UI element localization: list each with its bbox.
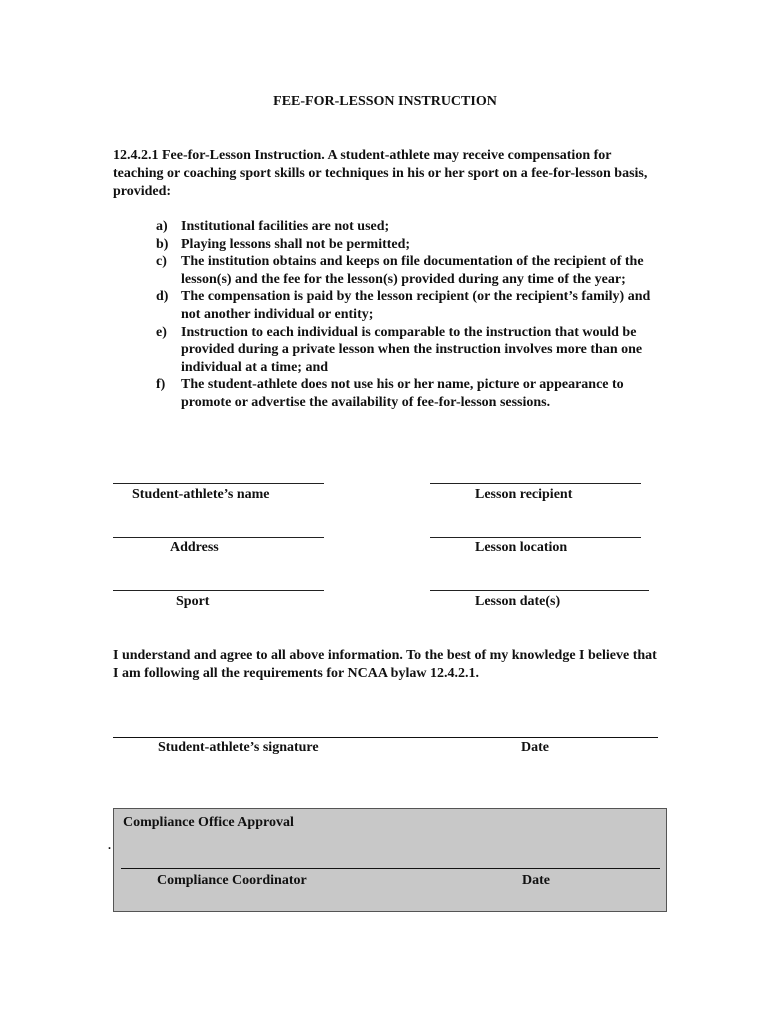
condition-text: Instruction to each individual is comparable to the instruction that would be provided during a private lesson when the instruction involves more than one individual at a time; and [181,324,643,375]
lesson-location-label: Lesson location [475,540,568,555]
lesson-recipient-label: Lesson recipient [475,487,573,502]
athlete-name-blank[interactable] [113,483,324,484]
condition-marker: c) [156,254,167,270]
agreement-statement: I understand and agree to all above information. To the best of my knowledge I believe that I am following all the requirements for NCAA bylaw 12.4.2.1. [113,648,657,681]
coordinator-date-label: Date [522,873,550,888]
lesson-dates-blank[interactable] [430,590,649,591]
coordinator-label: Compliance Coordinator [157,873,307,888]
lesson-location-blank[interactable] [430,537,641,538]
condition-marker: f) [156,377,166,393]
address-label: Address [170,540,219,555]
condition-item [156,376,666,411]
address-blank[interactable] [113,537,324,538]
coordinator-signature-line[interactable] [121,868,660,869]
condition-text: The student-athlete does not use his or her name, picture or appearance to promote or advertise the availability of fee-for-lesson sessions. [181,377,624,410]
condition-item [156,324,666,377]
athlete-signature-line[interactable] [113,737,658,738]
condition-text: Institutional facilities are not used; [181,219,390,234]
condition-item [156,218,666,236]
condition-marker: d) [156,289,169,305]
page-title: FEE-FOR-LESSON INSTRUCTION [273,94,497,109]
condition-marker: a) [156,219,168,234]
bylaw-intro: 12.4.2.1 Fee-for-Lesson Instruction. A student-athlete may receive compensation for teaching or coaching sport skills or techniques in his or her sport on a fee-for-lesson basis, provided: [113,148,648,199]
lesson-dates-label: Lesson date(s) [475,594,561,609]
athlete-name-label: Student-athlete’s name [132,487,270,502]
condition-marker: b) [156,236,169,252]
condition-text: The compensation is paid by the lesson recipient (or the recipient’s family) and not another individual or entity; [181,289,651,322]
sport-blank[interactable] [113,590,324,591]
sport-label: Sport [176,594,210,609]
condition-item [156,236,666,254]
conditions-list [156,218,666,412]
compliance-heading: Compliance Office Approval [123,815,294,830]
condition-item [156,253,666,288]
condition-text: The institution obtains and keeps on file documentation of the recipient of the lesson(s) and the fee for the lesson(s) provided during any time of the year; [181,254,644,287]
condition-marker: e) [156,324,167,340]
athlete-signature-label: Student-athlete’s signature [158,740,319,755]
condition-item [156,288,666,323]
condition-text: Playing lessons shall not be permitted; [181,236,411,252]
stray-mark: . [108,838,111,852]
signature-date-label: Date [521,740,549,755]
lesson-recipient-blank[interactable] [430,483,641,484]
